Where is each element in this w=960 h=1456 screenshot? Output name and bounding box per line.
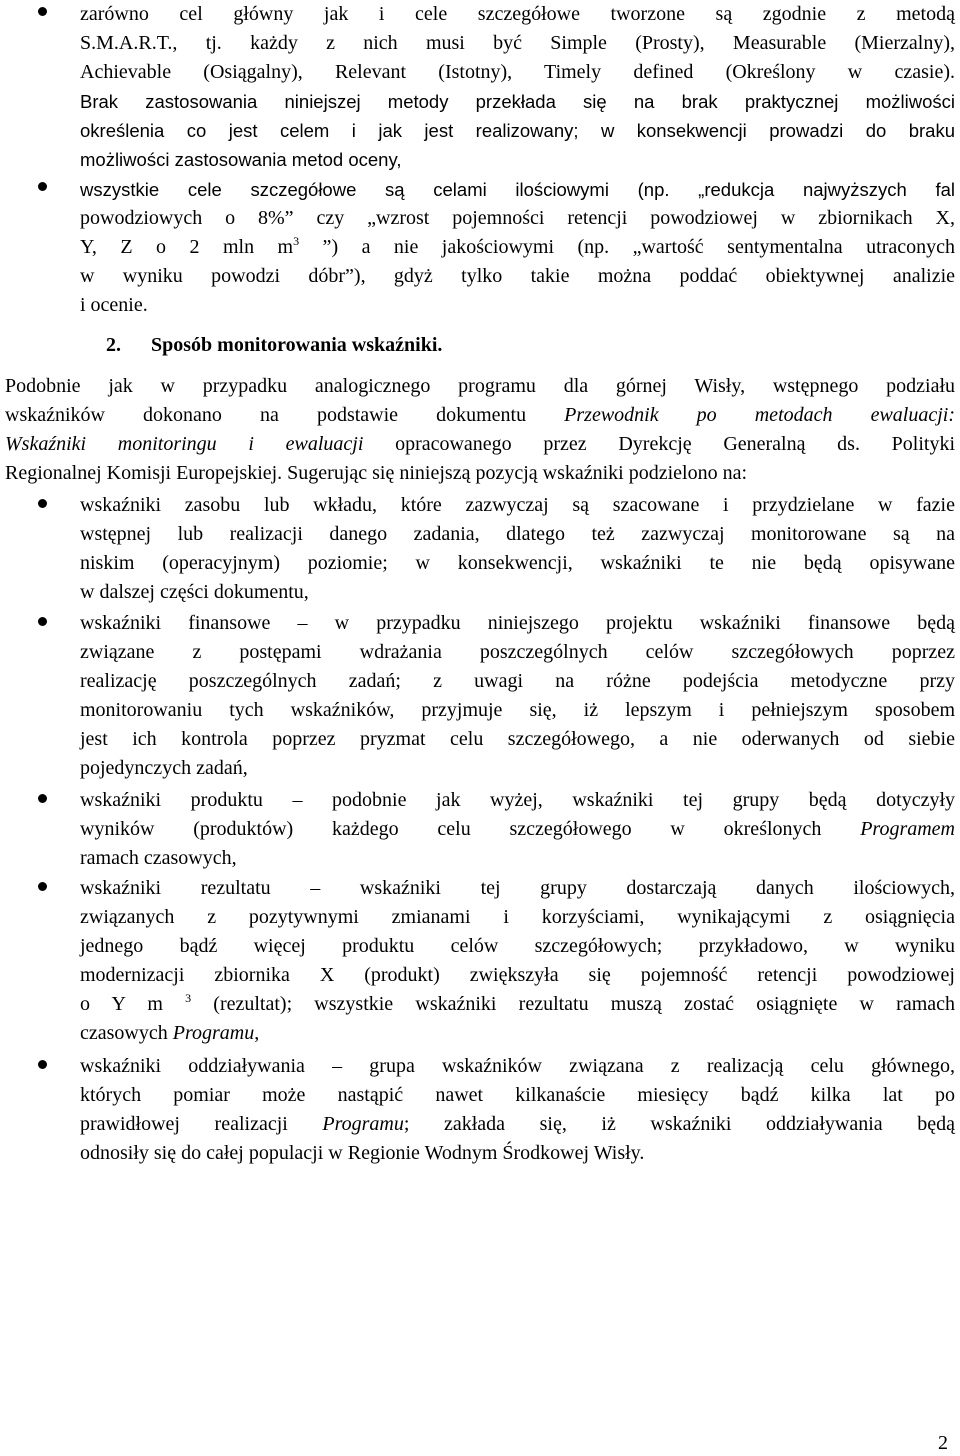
bullet-marker [38,499,47,508]
text-line: modernizacji zbiornika X (produkt) zwiększyła się pojemność retencji powodziowej [80,964,955,986]
bullet-marker [38,794,47,803]
text-line: o Y m $^3$ (rezultat); wszystkie wskaźniki rezultatu muszą zostać osiągnięte w ramach [80,991,956,1015]
text-line: możliwości zastosowania metod oceny, [80,149,402,170]
text-line: zarówno cel główny jak i cele szczegółowe tworzone są zgodnie z metodą [80,3,955,25]
text-line: S.M.A.R.T., tj. każdy z nich musi być Simple (Prosty), Measurable (Mierzalny), [80,32,955,54]
text-line: w dalszej części dokumentu, [80,581,309,603]
section-heading [106,331,442,360]
bullet-marker [38,617,47,626]
text-line: powodziowych o 8%” czy „wzrost pojemności retencji powodziowej w zbiornikach X, [80,207,955,229]
bullet-marker [38,1060,47,1069]
text-line: prawidłowej realizacji Programu; zakłada się, iż wskaźniki oddziaływania będą [80,1113,955,1135]
text-line: wyników (produktów) każdego celu szczegółowego w określonych Programem [80,818,955,840]
page-number: 2 [938,1432,948,1454]
text-line: Regionalnej Komisji Europejskiej. Sugerując się niniejszą pozycją wskaźniki podzielono na: [5,462,748,484]
text-line: pojedynczych zadań, [80,757,248,779]
text-line: czasowych Programu, [80,1022,260,1044]
text-line: i ocenie. [80,294,148,316]
bullet-marker [38,882,47,891]
text-line: związanych z pozytywnymi zmianami i korzyściami, wynikającymi z osiągnięcia [80,906,955,928]
section-title: Sposób monitorowania wskaźniki. [151,334,443,356]
text-line: wskaźników dokonano na podstawie dokumentu Przewodnik po metodach ewaluacji: [5,404,955,426]
text-line: odnosiły się do całej populacji w Regionie Wodnym Środkowej Wisły. [80,1142,645,1164]
text-line: wskaźniki rezultatu – wskaźniki tej grupy dostarczają danych ilościowych, [80,877,955,899]
text-line: wskaźniki zasobu lub wkładu, które zazwyczaj są szacowane i przydzielane w fazie [80,494,955,516]
text-line: Y, Z o 2 mln $m^3$ ”) a nie jakościowymi (np. „wartość sentymentalna utraconych [80,234,955,258]
text-line: których pomiar może nastąpić nawet kilkanaście miesięcy bądź kilka lat po [80,1084,955,1106]
text-line: wskaźniki finansowe – w przypadku niniejszego projektu wskaźniki finansowe będą [80,612,955,634]
text-line: monitorowaniu tych wskaźników, przyjmuje się, iż lepszym i pełniejszym sposobem [80,699,955,721]
text-line: Podobnie jak w przypadku analogicznego programu dla górnej Wisły, wstępnego podziału [5,375,955,397]
text-line: wstępnej lub realizacji danego zadania, dlatego też zazwyczaj monitorowane są na [80,523,955,545]
section-number: 2. [106,334,121,356]
text-line: wskaźniki produktu – podobnie jak wyżej, wskaźniki tej grupy będą dotyczyły [80,789,955,811]
bullet-marker [38,7,47,16]
text-line: wszystkie cele szczegółowe są celami ilościowymi (np. „redukcja najwyższych fal [80,179,955,200]
text-line: niskim (operacyjnym) poziomie; w konsekwencji, wskaźniki te nie będą opisywane [80,552,955,574]
text-line: w wyniku powodzi dóbr”), gdyż tylko takie można poddać obiektywnej analizie [80,265,955,287]
text-line: wskaźniki oddziaływania – grupa wskaźników związana z realizacją celu głównego, [80,1055,955,1077]
text-line: realizację poszczególnych zadań; z uwagi na różne podejścia metodyczne przy [80,670,955,692]
text-line: jest ich kontrola poprzez pryzmat celu szczegółowego, a nie oderwanych od siebie [80,728,955,750]
text-line: Brak zastosowania niniejszej metody przekłada się na brak praktycznej możliwości [80,91,955,112]
bullet-marker [38,182,47,191]
text-line: określenia co jest celem i jak jest realizowany; w konsekwencji prowadzi do braku [80,120,955,141]
text-line: Wskaźniki monitoringu i ewaluacji opracowanego przez Dyrekcję Generalną ds. Polityki [5,433,955,455]
text-line: związane z postępami wdrażania poszczególnych celów szczegółowych poprzez [80,641,955,663]
text-line: ramach czasowych, [80,847,237,869]
text-line: jednego bądź więcej produktu celów szczegółowych; przykładowo, w wyniku [80,935,955,957]
text-line: Achievable (Osiągalny), Relevant (Istotny), Timely defined (Określony w czasie). [80,61,955,83]
